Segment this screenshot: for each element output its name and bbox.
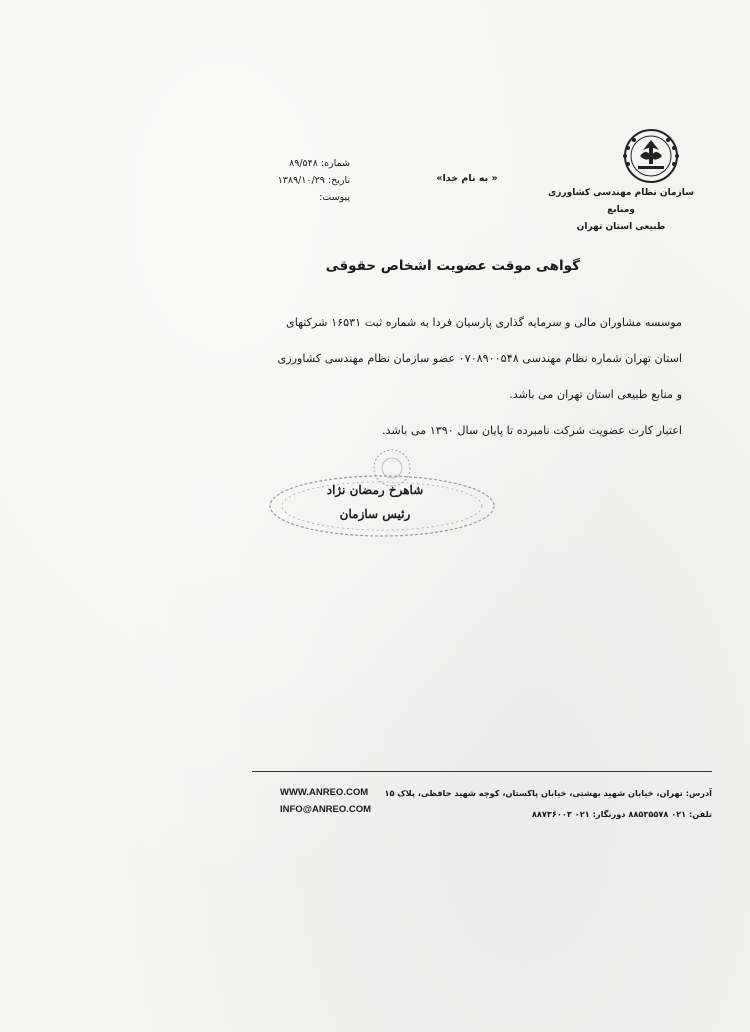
- footer-divider: [252, 771, 712, 772]
- body-line: و منابع طبیعی استان تهران می باشد.: [509, 388, 682, 401]
- body-line: اعتبار کارت عضویت شرکت نامبرده تا پایان سال ۱۳۹۰ می باشد.: [382, 424, 682, 437]
- footer-address-block: [384, 783, 712, 825]
- document-meta: [244, 155, 350, 206]
- document-date: تاریخ: ۱۳۸۹/۱۰/۲۹: [277, 175, 350, 186]
- footer-website: WWW.ANREO.COM: [280, 787, 369, 798]
- basmala: « به نام خدا»: [436, 173, 498, 184]
- footer-phone: تلفن: ۰۲۱ ۸۸۵۳۵۵۷۸ دورنگار: ۰۲۱ ۸۸۷۳۶۰۰۳: [531, 809, 712, 819]
- document-attachment: پیوست:: [319, 192, 350, 203]
- organization-name-line2: طبیعی استان تهران: [576, 222, 666, 232]
- body-line: استان تهران شماره نظام مهندسی ۰۷۰۸۹۰۰۵۴۸ عضو سازمان نظام مهندسی کشاورزی: [277, 352, 682, 365]
- signature-block: [300, 478, 450, 526]
- footer-address: آدرس: تهران، خیابان شهید بهشتی، خیابان پاکستان، کوچه شهید حافظی، پلاک ۱۵: [384, 788, 712, 798]
- document-body: [170, 305, 682, 449]
- organization-logo-icon: [616, 128, 686, 190]
- signer-position: رئیس سازمان: [339, 507, 411, 521]
- footer-email: INFO@ANREO.COM: [280, 804, 372, 815]
- organization-name: [536, 185, 706, 236]
- document-number: شماره: ۸۹/۵۴۸: [289, 158, 350, 169]
- page-title: گواهی موقت عضویت اشخاص حقوقی: [325, 258, 580, 274]
- signer-name: شاهرخ رمضان نژاد: [326, 483, 424, 497]
- organization-name-line1: سازمان نظام مهندسی کشاورزی ومنابع: [548, 188, 694, 215]
- body-line: موسسه مشاوران مالی و سرمایه گذاری پارسیان فردا به شماره ثبت ۱۶۵۳۱ شرکتهای: [285, 316, 682, 329]
